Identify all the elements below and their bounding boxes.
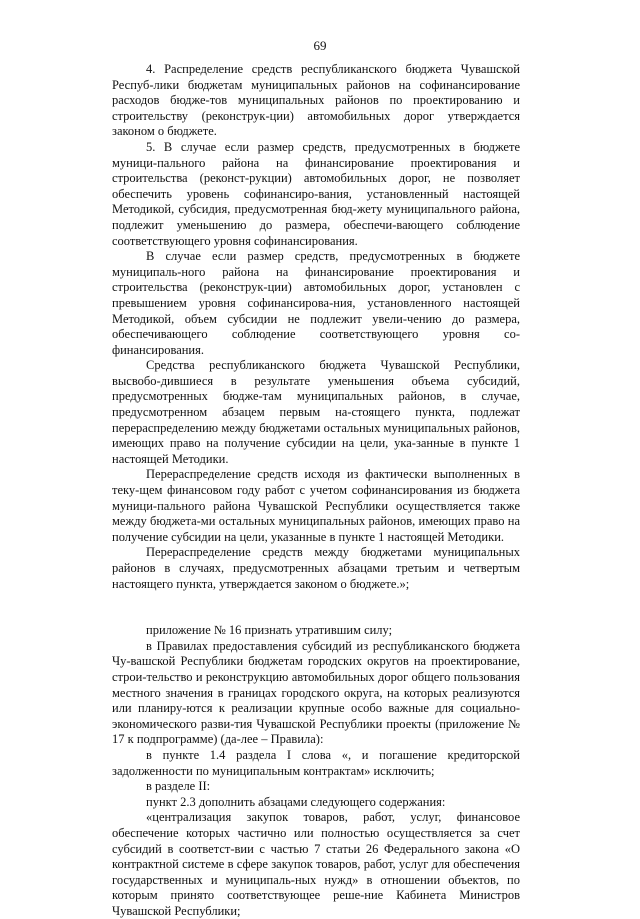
section-gap — [112, 592, 520, 623]
paragraph: Перераспределение средств исходя из фактически выполненных в теку-щем финансовом году работ с учетом софинансирования из бюджета муници-пального района Чувашской Республики осуществляется также между бюджета-ми остальных муниципальных районов, имеющих право на получение субсидии на цели, указанные в пункте 1 настоящей Методики. — [112, 467, 520, 544]
methodology-section — [112, 62, 520, 592]
paragraph: «централизация закупок товаров, работ, услуг, финансовое обеспечение которых частично или полностью осуществляется за счет субсидий в соответст-вии с частью 7 статьи 26 Федерального закона «О контрактной системе в сфере закупок товаров, работ, услуг для обеспечения государственных и муниципаль-ных нужд» в отношении объектов, по которым принято соответствующее реше-ние Кабинета Министров Чувашской Республики; — [112, 810, 520, 918]
amendments-section — [112, 623, 520, 919]
paragraph: Средства республиканского бюджета Чувашской Республики, высвобо-дившиеся в результате уменьшения объема субсидий, предусмотренных бюдже-там муниципальных районов, в случае, предусмотренном абзацем первым на-стоящего пункта, подлежат перераспределению между бюджетами остальных муниципальных районов, имеющих право на получение субсидии на цели, ука-занные в пункте 1 настоящей Методики. — [112, 358, 520, 466]
paragraph: приложение № 16 признать утратившим силу; — [146, 623, 393, 638]
paragraph: пункт 2.3 дополнить абзацами следующего содержания: — [146, 794, 446, 809]
paragraph: 5. В случае если размер средств, предусмотренных в бюджете муници-пального района на финансирование проектирования и строительства (реконст-рукции) автомобильных дорог, не позволяет обеспечить уровень софинансиро-вания, установленный настоящей Методикой, субсидия, предусмотренная бюд-жету муниципального района, подлежит уменьшению до размера, обеспечи-вающего соблюдение соответствующего уровня софинансирования. — [112, 139, 520, 248]
paragraph: в разделе II: — [146, 779, 211, 794]
page-number: 69 — [313, 38, 327, 53]
paragraph: В случае если размер средств, предусмотренных в бюджете муниципаль-ного района на финансирование проектирования и строительства (реконструк-ции) автомобильных дорог, установлен с превышением уровня софинансирова-ния, установленного настоящей Методикой, объем субсидии не подлежит увели-чению до размера, обеспечивающего соблюдение соответствующего уровня со-финансирования. — [112, 249, 520, 357]
paragraph: в пункте 1.4 раздела I слова «, и погашение кредиторской задолженности по муниципальным контрактам» исключить; — [112, 747, 520, 778]
paragraph: 4. Распределение средств республиканского бюджета Чувашской Респуб-лики бюджетам муниципальных районов на софинансирование расходов бюдже-тов муниципальных районов по проектированию и строительству (реконструк-ции) автомобильных дорог утверждается законом о бюджете. — [112, 62, 520, 139]
page-body — [112, 62, 520, 919]
paragraph: Перераспределение средств между бюджетами муниципальных районов в случаях, предусмотренных абзацами третьим и четвертым настоящего пункта, утверждается законом о бюджете.»; — [112, 545, 520, 591]
paragraph: в Правилах предоставления субсидий из республиканского бюджета Чу-вашской Республики бюджетам городских округов на проектирование, строи-тельство и реконструкцию автомобильных дорог общего пользования местного значения в границах городского округа, на которых реализуются или планиру-ются к реализации крупные особо важные для социально-экономического разви-тия Чувашской Республики проекты (приложение № 17 к подпрограмме) (да-лее – Правила): — [112, 638, 520, 747]
